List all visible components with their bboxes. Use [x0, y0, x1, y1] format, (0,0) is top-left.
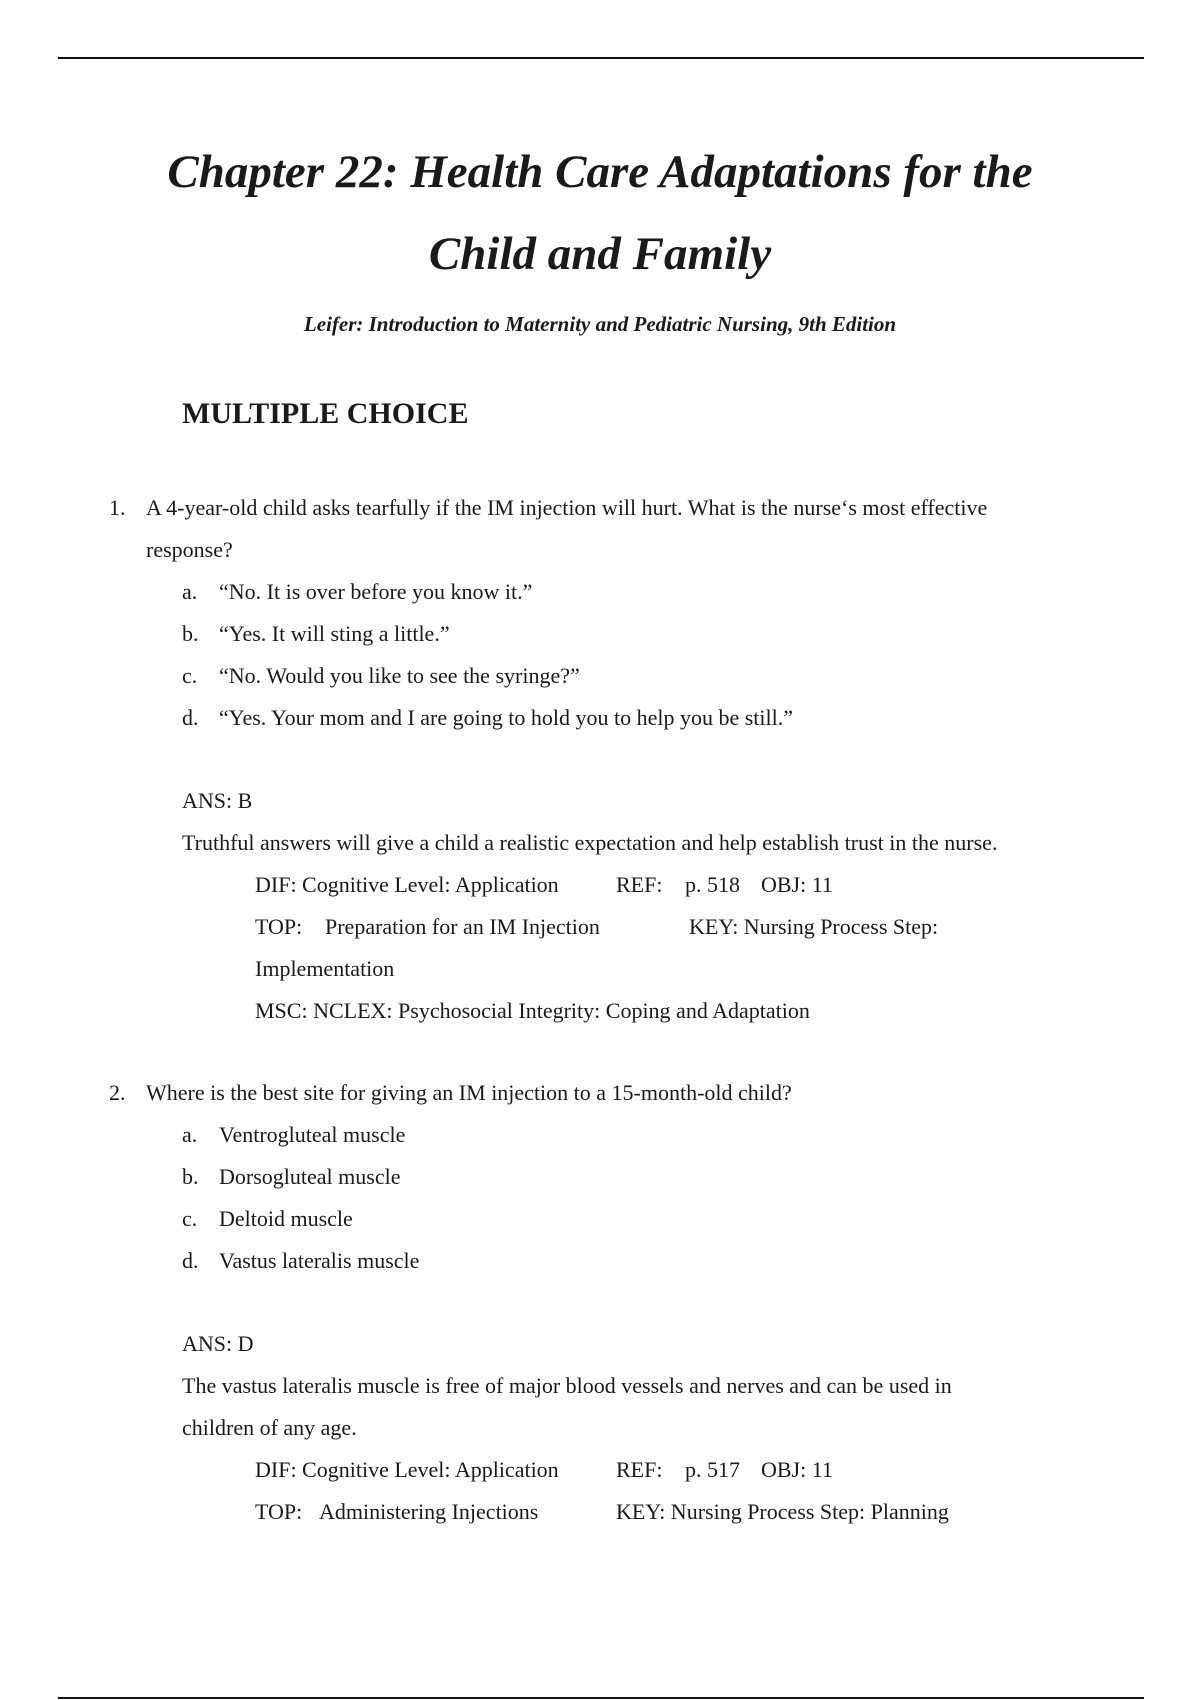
option-text: “Yes. It will sting a little.”: [219, 621, 450, 646]
meta-msc: MSC: NCLEX: Psychosocial Integrity: Coping and Adaptation: [255, 998, 810, 1023]
answer-key: ANS: D: [182, 1331, 254, 1356]
meta-difficulty: DIF: Cognitive Level: Application: [255, 872, 559, 897]
option-letter: d.: [182, 1248, 199, 1273]
meta-ref-page: p. 517: [685, 1457, 740, 1482]
meta-topic: Preparation for an IM Injection: [325, 914, 600, 939]
meta-topic-label: TOP:: [255, 914, 303, 939]
option-letter: c.: [182, 1206, 198, 1231]
rationale-line: Truthful answers will give a child a realistic expectation and help establish trust in the nurse.: [182, 830, 998, 855]
question-stem-line: response?: [146, 537, 233, 562]
chapter-title-line-2: Child and Family: [428, 228, 772, 280]
meta-objective: OBJ: 11: [761, 872, 833, 897]
option-letter: c.: [182, 663, 198, 688]
meta-ref-label: REF:: [616, 872, 663, 897]
book-subtitle: Leifer: Introduction to Maternity and Pediatric Nursing, 9th Edition: [303, 312, 897, 336]
meta-key: KEY: Nursing Process Step:: [689, 914, 939, 939]
option-letter: b.: [182, 1164, 199, 1189]
question-stem-line: Where is the best site for giving an IM injection to a 15-month-old child?: [146, 1080, 792, 1105]
meta-ref-page: p. 518: [685, 872, 740, 897]
meta-ref-label: REF:: [616, 1457, 663, 1482]
question-number: 1.: [109, 495, 126, 520]
option-text: Ventrogluteal muscle: [219, 1122, 406, 1147]
option-text: Dorsogluteal muscle: [219, 1164, 401, 1189]
option-letter: a.: [182, 1122, 198, 1147]
meta-difficulty: DIF: Cognitive Level: Application: [255, 1457, 559, 1482]
option-letter: a.: [182, 579, 198, 604]
meta-key-continued: Implementation: [255, 956, 395, 981]
option-letter: d.: [182, 705, 199, 730]
meta-objective: OBJ: 11: [761, 1457, 833, 1482]
rationale-line: children of any age.: [182, 1415, 357, 1440]
answer-key: ANS: B: [182, 788, 253, 813]
meta-topic-label: TOP:: [255, 1499, 303, 1524]
meta-key: KEY: Nursing Process Step: Planning: [616, 1499, 949, 1524]
chapter-title-line-1: Chapter 22: Health Care Adaptations for the: [167, 146, 1033, 198]
section-heading: MULTIPLE CHOICE: [182, 397, 469, 430]
option-text: Deltoid muscle: [219, 1206, 353, 1231]
option-text: “Yes. Your mom and I are going to hold you to help you be still.”: [219, 705, 794, 730]
rationale-line: The vastus lateralis muscle is free of major blood vessels and nerves and can be used in: [182, 1373, 952, 1398]
question-stem-line: A 4-year-old child asks tearfully if the IM injection will hurt. What is the nurse‘s most effective: [146, 495, 988, 520]
option-text: Vastus lateralis muscle: [219, 1248, 420, 1273]
option-text: “No. It is over before you know it.”: [219, 579, 533, 604]
option-letter: b.: [182, 621, 199, 646]
option-text: “No. Would you like to see the syringe?”: [219, 663, 580, 688]
question-number: 2.: [109, 1080, 126, 1105]
meta-topic: Administering Injections: [319, 1499, 539, 1524]
bottom-rule: [58, 1697, 1144, 1699]
top-rule: [58, 57, 1144, 59]
